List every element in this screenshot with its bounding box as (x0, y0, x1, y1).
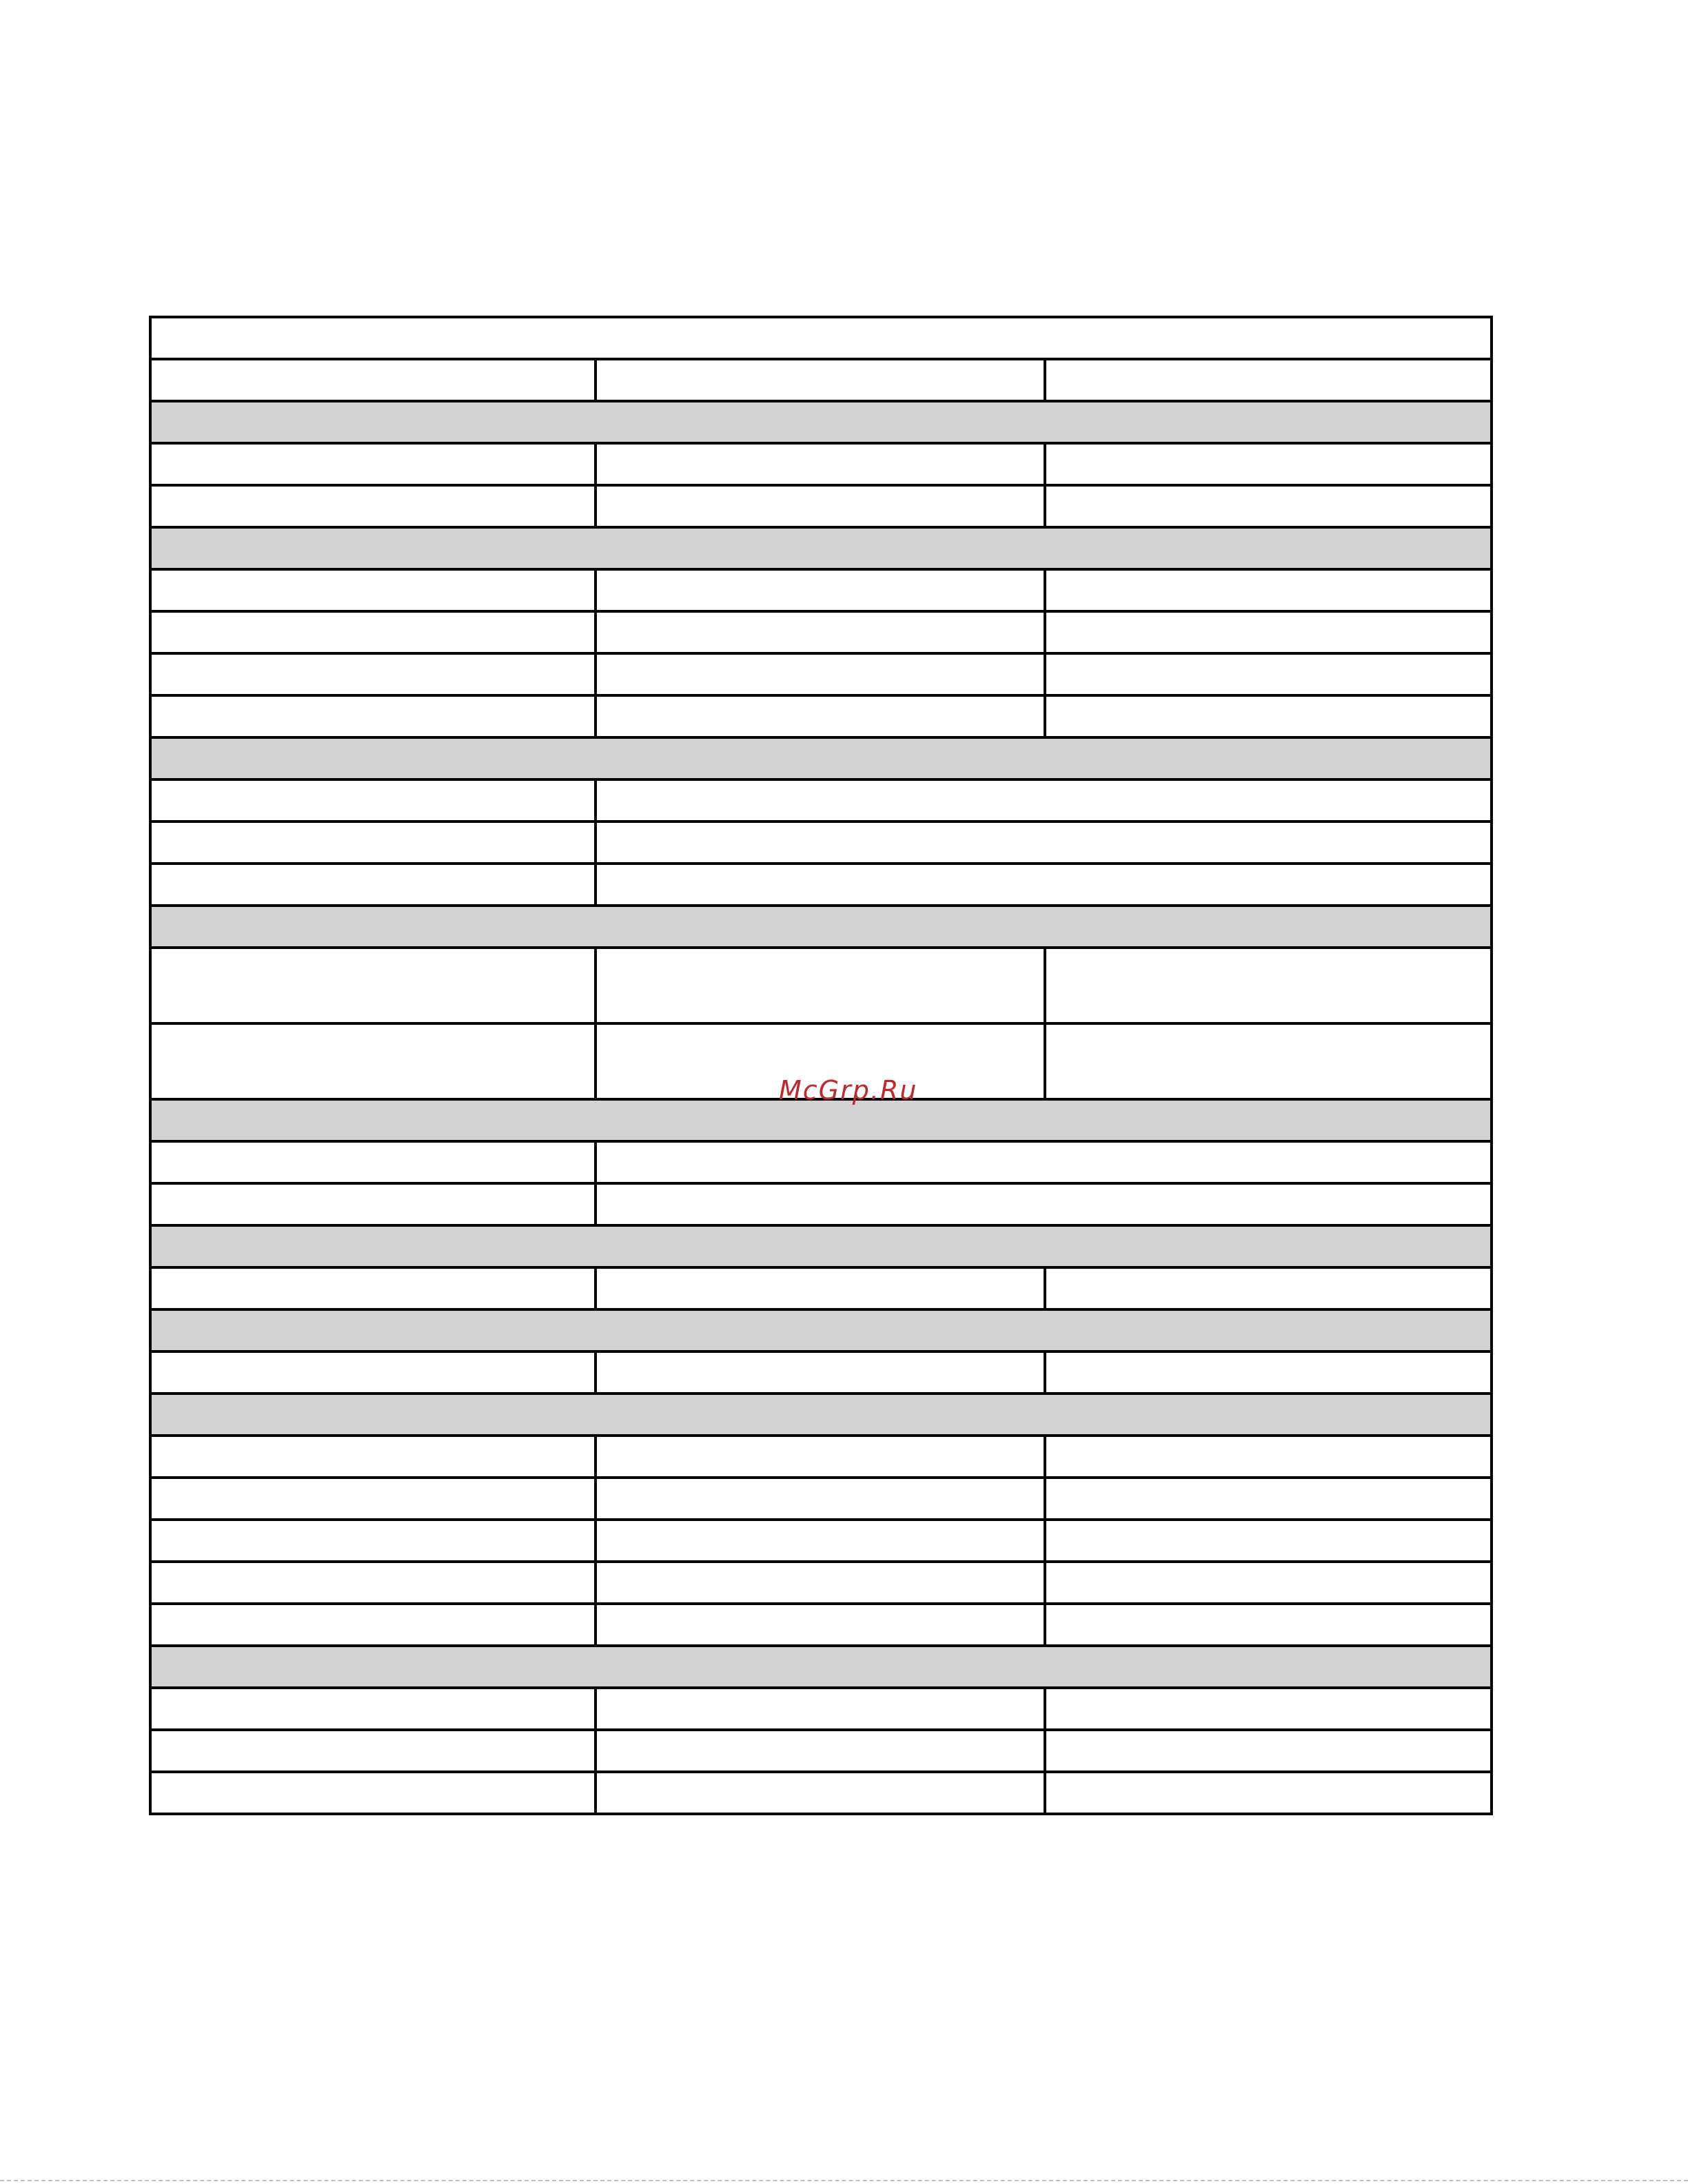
table-cell (596, 1562, 1045, 1604)
table-cell (150, 864, 596, 906)
section-header-row (150, 1394, 1492, 1436)
table-cell (150, 1141, 596, 1183)
table-cell (150, 1267, 596, 1309)
table-row (150, 1141, 1492, 1183)
table-row (150, 443, 1492, 485)
table-cell (150, 1562, 596, 1604)
table-cell (150, 1436, 596, 1478)
table-row (150, 1351, 1492, 1394)
table-cell (150, 1351, 596, 1394)
table-cell (1045, 611, 1492, 653)
table-cell (596, 1267, 1045, 1309)
section-header-cell (150, 737, 1492, 779)
table-cell (150, 569, 596, 611)
table-cell (150, 485, 596, 527)
table-row (150, 1604, 1492, 1646)
table-cell (1045, 1267, 1492, 1309)
table-row (150, 779, 1492, 821)
table-row (150, 1562, 1492, 1604)
table-cell (1045, 948, 1492, 1023)
table-cell (150, 779, 596, 821)
table-cell (150, 1772, 596, 1814)
table-row (150, 1436, 1492, 1478)
table-cell (150, 1023, 596, 1099)
table-cell (150, 1604, 596, 1646)
table-cell (150, 1730, 596, 1772)
table-cell-wide (596, 779, 1492, 821)
table-cell (596, 1478, 1045, 1520)
table-row (150, 1730, 1492, 1772)
table-cell (1045, 359, 1492, 401)
section-header-cell (150, 401, 1492, 443)
table-cell (1045, 1562, 1492, 1604)
table-cell (596, 653, 1045, 695)
table-cell (150, 1183, 596, 1225)
table-cell (596, 948, 1045, 1023)
table-cell (1045, 485, 1492, 527)
table-row (150, 821, 1492, 864)
table-cell-wide (596, 821, 1492, 864)
table-cell (1045, 1520, 1492, 1562)
table-cell-wide (596, 1141, 1492, 1183)
table-cell (596, 1604, 1045, 1646)
table-row (150, 1267, 1492, 1309)
section-header-cell (150, 906, 1492, 948)
section-header-row (150, 906, 1492, 948)
section-header-cell (150, 1225, 1492, 1267)
table-cell (1045, 1351, 1492, 1394)
table-cell (596, 359, 1045, 401)
table-row (150, 864, 1492, 906)
section-header-cell (150, 1646, 1492, 1688)
table-cell (596, 1436, 1045, 1478)
table-cell-wide (596, 1183, 1492, 1225)
table-cell (596, 1351, 1045, 1394)
section-header-row (150, 1099, 1492, 1141)
table-row (150, 569, 1492, 611)
table-cell (1045, 569, 1492, 611)
section-header-row (150, 401, 1492, 443)
table-row (150, 1478, 1492, 1520)
table-row (150, 1520, 1492, 1562)
table-cell (150, 1478, 596, 1520)
table-cell (150, 443, 596, 485)
table-cell (596, 695, 1045, 737)
table-cell (1045, 1436, 1492, 1478)
section-header-row (150, 1309, 1492, 1351)
table-cell (596, 569, 1045, 611)
table-cell (1045, 695, 1492, 737)
table-cell (1045, 1688, 1492, 1730)
table-cell (596, 1520, 1045, 1562)
section-header-row (150, 1646, 1492, 1688)
table-cell (1045, 1478, 1492, 1520)
page-bottom-divider (0, 2180, 1688, 2181)
table-row (150, 485, 1492, 527)
section-header-cell (150, 1309, 1492, 1351)
table-header-row (150, 359, 1492, 401)
section-header-row (150, 737, 1492, 779)
table-row (150, 1772, 1492, 1814)
table-cell (596, 1772, 1045, 1814)
section-header-row (150, 527, 1492, 569)
table-cell (150, 1520, 596, 1562)
table-cell (596, 1730, 1045, 1772)
table-row (150, 948, 1492, 1023)
table-cell (1045, 1772, 1492, 1814)
table-cell (150, 821, 596, 864)
table-cell (596, 485, 1045, 527)
table-cell (150, 359, 596, 401)
table-row (150, 611, 1492, 653)
section-header-row (150, 1225, 1492, 1267)
section-header-cell (150, 527, 1492, 569)
table-title-cell (150, 317, 1492, 359)
table-cell (596, 611, 1045, 653)
table-row (150, 1688, 1492, 1730)
table-cell (1045, 653, 1492, 695)
section-header-cell (150, 1099, 1492, 1141)
table-row (150, 1183, 1492, 1225)
section-header-cell (150, 1394, 1492, 1436)
table-cell (596, 443, 1045, 485)
watermark-text: McGrp.Ru (779, 1075, 918, 1105)
table-cell (1045, 1023, 1492, 1099)
table-cell (150, 653, 596, 695)
table-row (150, 653, 1492, 695)
table-cell (1045, 443, 1492, 485)
table-row (150, 695, 1492, 737)
table-cell (596, 1688, 1045, 1730)
table-cell (150, 948, 596, 1023)
table-cell (1045, 1730, 1492, 1772)
table-cell (150, 611, 596, 653)
table-cell-wide (596, 864, 1492, 906)
table-title-row (150, 317, 1492, 359)
table-cell (150, 1688, 596, 1730)
table-cell (1045, 1604, 1492, 1646)
table-cell (150, 695, 596, 737)
spec-table (149, 316, 1493, 1815)
